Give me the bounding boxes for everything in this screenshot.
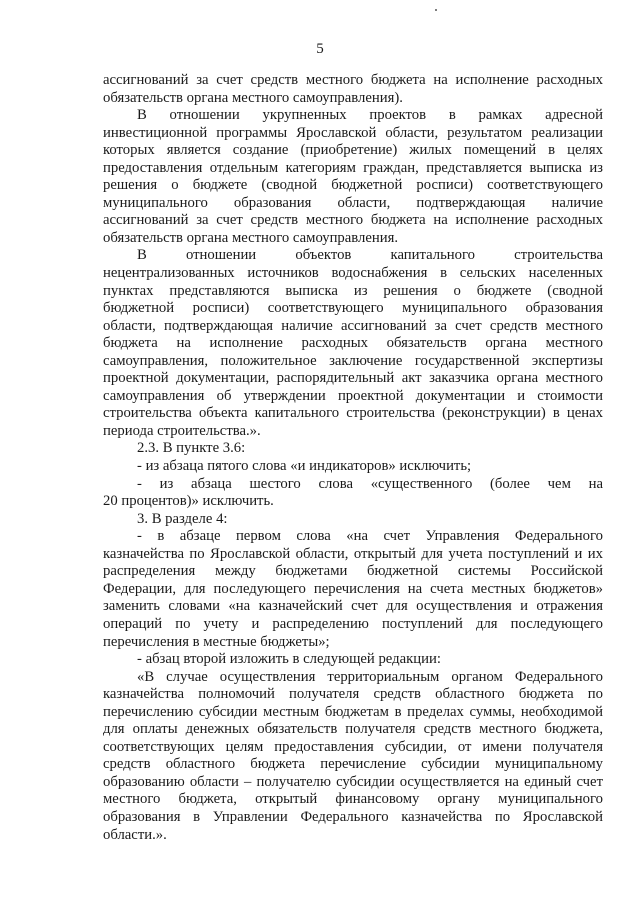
text-line: средств областного бюджета перечисление субсидии муниципальному: [103, 756, 603, 773]
text-line: обязательств органа местного самоуправления.: [103, 229, 399, 246]
text-line: ассигнований за счет средств местного бюджета на исполнение расходных: [103, 212, 603, 229]
text-line: - в абзаце первом слова «на счет Управления Федерального: [137, 528, 603, 545]
text-line: самоуправления об утверждении проектной документации и стоимости: [103, 387, 603, 404]
text-line: обязательств органа местного самоуправления).: [103, 89, 403, 106]
text-line: самоуправления, положительное заключение государственной экспертизы: [103, 352, 603, 369]
text-line: предоставления отдельным категориям граждан, представляется выписка из: [103, 159, 603, 176]
text-line: бюджета на исполнение расходных обязательств органа местного: [103, 335, 603, 352]
text-line: В отношении укрупненных проектов в рамках адресной: [137, 107, 603, 124]
text-line: заменить словами «на казначейский счет для осуществления и отражения: [103, 598, 603, 615]
page-number: 5: [316, 41, 324, 57]
text-line: 3. В разделе 4:: [137, 510, 228, 527]
text-line: области, подтверждающая наличие ассигнований за счет средств местного: [103, 317, 603, 334]
text-line: ассигнований за счет средств местного бюджета на исполнение расходных: [103, 72, 603, 88]
text-line: казначейства по Ярославской области, открытый для учета поступлений и их: [103, 545, 603, 562]
text-line: образования в Управлении Федерального казначейства по Ярославской: [103, 808, 603, 825]
text-line: казначейства полномочий получателя средств областного бюджета по: [103, 686, 603, 703]
text-line: операций по учету и распределению поступлений для последующего: [103, 615, 603, 632]
text-line: муниципального образования области, подтверждающая наличие: [103, 194, 603, 211]
text-line: которых является создание (приобретение) жилых помещений в целях: [103, 142, 603, 159]
text-line: - из абзаца пятого слова «и индикаторов» исключить;: [137, 458, 472, 475]
text-line: периода строительства.».: [103, 422, 261, 439]
text-line: бюджетной росписи) соответствующего муниципального образования: [103, 300, 603, 317]
text-line: пунктах представляются выписка из решения о бюджете (сводной: [103, 282, 603, 299]
text-line: для оплаты денежных обязательств получателя средств местного бюджета,: [103, 721, 603, 738]
text-line: - из абзаца шестого слова «существенного (более чем на: [137, 475, 603, 492]
text-line: «В случае осуществления территориальным органом Федерального: [137, 668, 603, 685]
text-line: 20 процентов)» исключить.: [103, 493, 274, 510]
text-line: области.».: [103, 826, 167, 843]
text-line: инвестиционной программы Ярославской области, результатом реализации: [103, 124, 603, 141]
text-line: Федерации, для последующего перечисления на счета местных бюджетов»: [103, 580, 603, 597]
text-line: образованию области – получателю субсидии осуществляется на единый счет: [103, 773, 603, 790]
text-line: В отношении объектов капитального строительства: [137, 247, 603, 264]
text-line: - абзац второй изложить в следующей редакции:: [137, 651, 441, 668]
text-line: 2.3. В пункте 3.6:: [137, 440, 246, 457]
text-line: проектной документации, распорядительный акт заказчика органа местного: [103, 370, 603, 387]
text-line: распределения между бюджетами бюджетной системы Российской: [103, 563, 603, 580]
text-line: решения о бюджете (сводной бюджетной росписи) соответствующего: [103, 177, 603, 194]
text-line: перечислению субсидии местным бюджетам в пределах суммы, необходимой: [103, 703, 603, 720]
text-line: соответствующих целям предоставления субсидии, от имени получателя: [103, 738, 603, 755]
document-body: [103, 72, 603, 844]
text-line: перечисления в местные бюджеты»;: [103, 633, 330, 650]
text-line: строительства объекта капитального строительства (реконструкции) в ценах: [103, 405, 603, 422]
scan-speck: [435, 9, 437, 11]
text-line: нецентрализованных источников водоснабжения в сельских населенных: [103, 265, 603, 282]
text-line: местного бюджета, открытый финансовому органу муниципального: [103, 791, 603, 808]
